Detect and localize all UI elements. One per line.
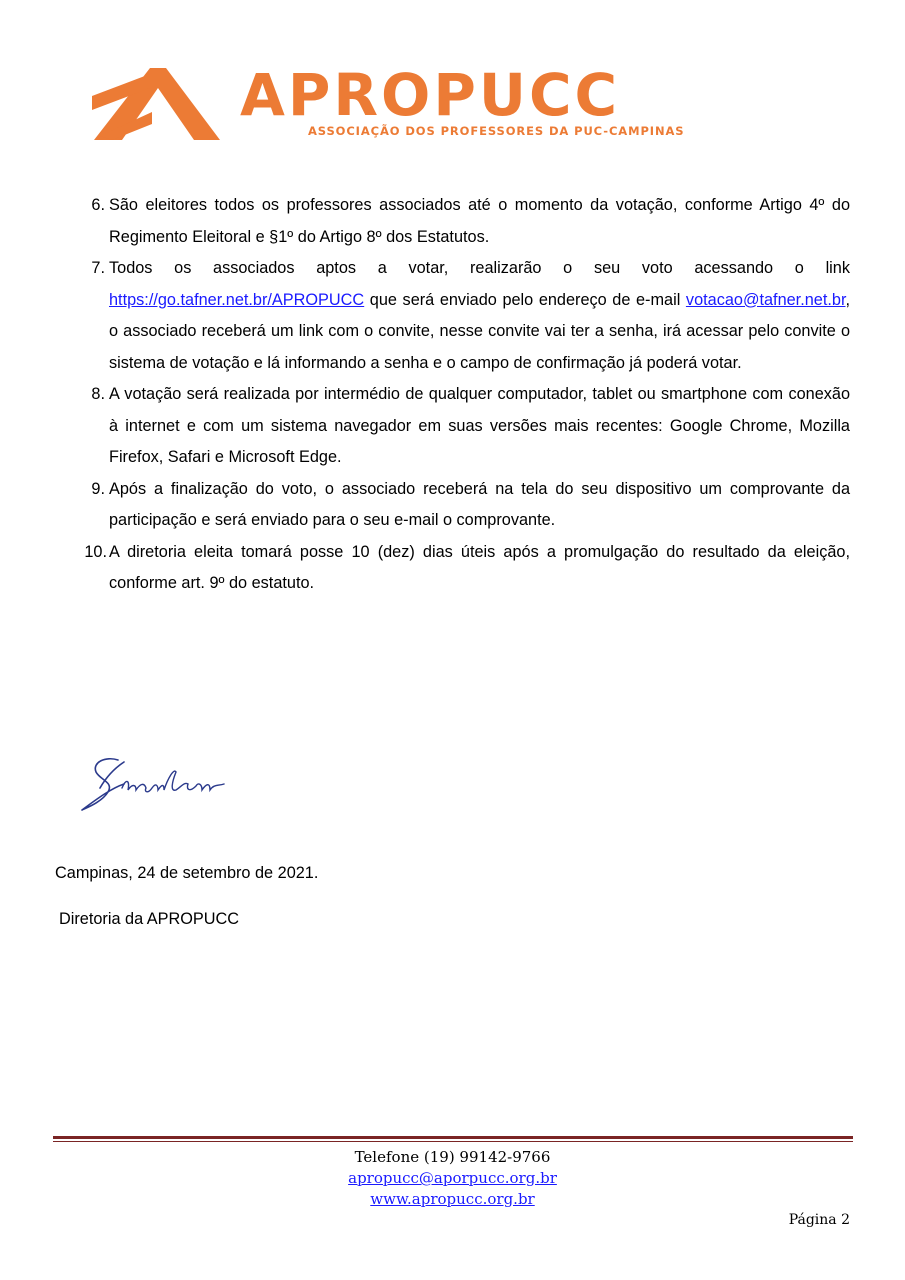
item-text: A diretoria eleita tomará posse 10 (dez) dias úteis após a promulgação do resultado da eleição, conforme art. 9º do estatuto.: [109, 542, 850, 592]
letterhead: [92, 61, 832, 146]
footer-website-link[interactable]: www.apropucc.org.br: [370, 1190, 535, 1208]
item-text: São eleitores todos os professores associados até o momento da votação, conforme Artigo 4º do Regimento Eleitoral e §1º do Artigo 8º dos Estatutos.: [109, 196, 850, 246]
item-text: que será enviado pelo endereço de e-mail: [364, 290, 686, 309]
item-number: 7.: [91, 259, 105, 277]
item-number: 8.: [91, 385, 105, 403]
list-item: [77, 253, 850, 379]
item-number: 9.: [91, 479, 105, 498]
item-number: 6.: [91, 196, 105, 214]
list-item: [77, 474, 850, 537]
signatory: Diretoria da APROPUCC: [59, 910, 240, 928]
footer: [0, 1147, 905, 1210]
list-item: [77, 190, 850, 253]
item-text: , o associado receberá um link com o convite, nesse convite vai ter a senha, irá acessar pelo convite o sistema de votação e lá informando a senha e o campo de confirmação já poderá votar.: [109, 290, 850, 372]
logo-subtitle: ASSOCIAÇÃO DOS PROFESSORES DA PUC-CAMPINAS: [308, 124, 685, 138]
numbered-list: [77, 190, 850, 600]
footer-rule: [53, 1136, 853, 1139]
apropucc-logo-icon: [92, 66, 222, 146]
footer-phone: Telefone (19) 99142-9766: [354, 1148, 551, 1166]
page-number: Página 2: [788, 1212, 850, 1228]
item-text: A votação será realizada por intermédio de qualquer computador, tablet ou smartphone com conexão à internet e com um sistema navegador em suas versões mais recentes: Google Chrome, Mozilla Firefox, Safari e Microsoft Edge.: [109, 385, 850, 466]
logo-wordmark: APROPUCC: [240, 61, 621, 129]
item-text: Todos os associados aptos a votar, realizarão o seu voto acessando o link: [109, 259, 850, 277]
voting-link[interactable]: https://go.tafner.net.br/APROPUCC: [109, 290, 365, 309]
footer-email-link[interactable]: apropucc@aporpucc.org.br: [348, 1169, 557, 1187]
list-item: [77, 379, 850, 474]
place-and-date: Campinas, 24 de setembro de 2021.: [55, 864, 319, 882]
list-item: [77, 537, 850, 600]
voting-email-link[interactable]: votacao@tafner.net.br: [685, 290, 846, 309]
item-number: 10.: [84, 542, 107, 561]
footer-rule-thin: [53, 1141, 853, 1142]
handwritten-signature: [78, 748, 278, 818]
item-text: Após a finalização do voto, o associado receberá na tela do seu dispositivo um comprovante da participação e será enviado para o seu e-mail o comprovante.: [109, 479, 850, 529]
